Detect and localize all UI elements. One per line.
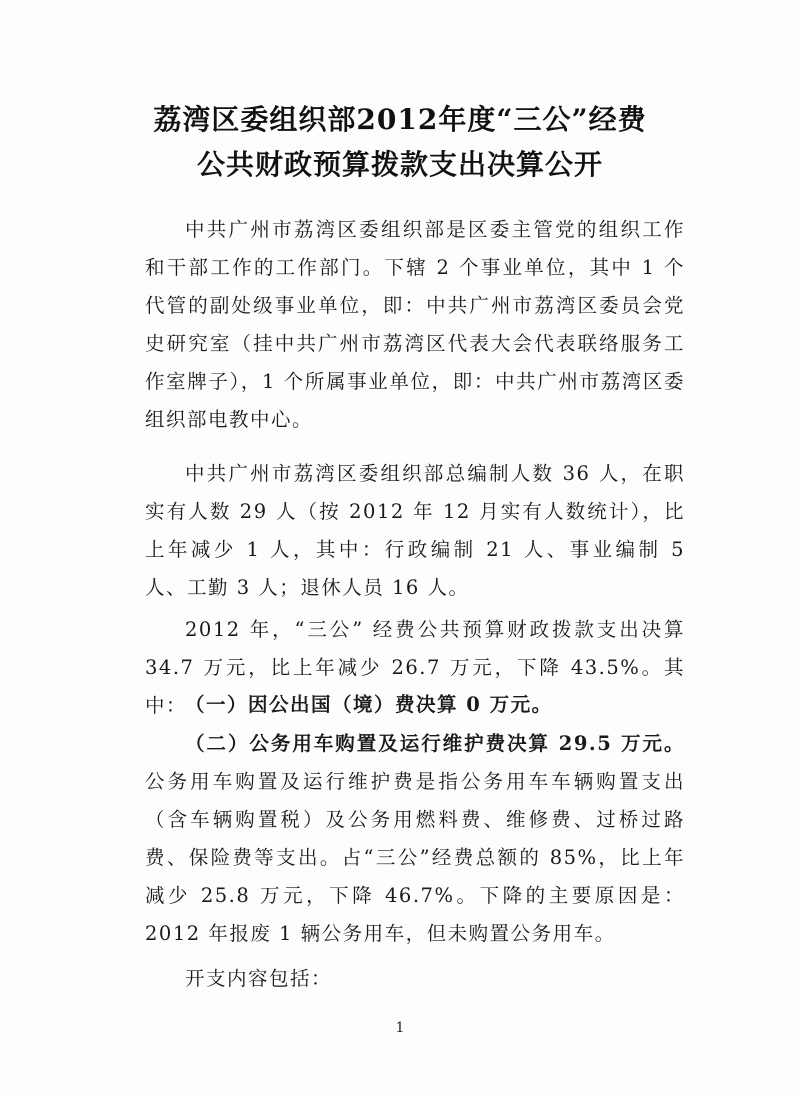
vehicle-expense-heading: （二）公务用车购置及运行维护费决算 29.5 万元。 <box>185 732 685 755</box>
document-title-line-1: 荔湾区委组织部2012年度“三公”经费 <box>153 103 647 136</box>
document-title-line-2: 公共财政预算拨款支出决算公开 <box>196 148 603 181</box>
page-number: 1 <box>395 1020 405 1036</box>
paragraph-three-public-summary: 2012 年，“三公” 经费公共预算财政拨款支出决算 34.7 万元，比上年减少 26.7 万元，下降 43.5%。其中： <box>145 618 685 717</box>
paragraph-vehicle-expense <box>145 725 685 953</box>
paragraph-expense-contents: 开支内容包括： <box>185 967 333 990</box>
vehicle-expense-detail: 公务用车购置及运行维护费是指公务用车车辆购置支出（含车辆购置税）及公务用燃料费、维修费、过桥过路费、保险费等支出。占“三公”经费总额的 85%，比上年减少 25.8 万元，下降 46.7%。下降的主要原因是：2012 年报废 1 辆公务用车，但未购置公务用车。 <box>145 770 685 945</box>
paragraph-overseas-expense: （一）因公出国（境）费决算 0 万元。 <box>185 693 553 716</box>
paragraph-department-intro: 中共广州市荔湾区委组织部是区委主管党的组织工作和干部工作的工作部门。下辖 2 个事业单位，其中 1 个代管的副处级事业单位，即：中共广州市荔湾区委员会党史研究室（挂中共广州市荔湾区代表大会代表联络服务工作室牌子），1 个所属事业单位，即：中共广州市荔湾区委组织部电教中心。 <box>145 218 685 431</box>
paragraph-staffing: 中共广州市荔湾区委组织部总编制人数 36 人，在职实有人数 29 人（按 2012 年 12 月实有人数统计），比上年减少 1 人，其中：行政编制 21 人、事业编制 5 人、工勤 3 人；退休人员 16 人。 <box>145 462 685 599</box>
